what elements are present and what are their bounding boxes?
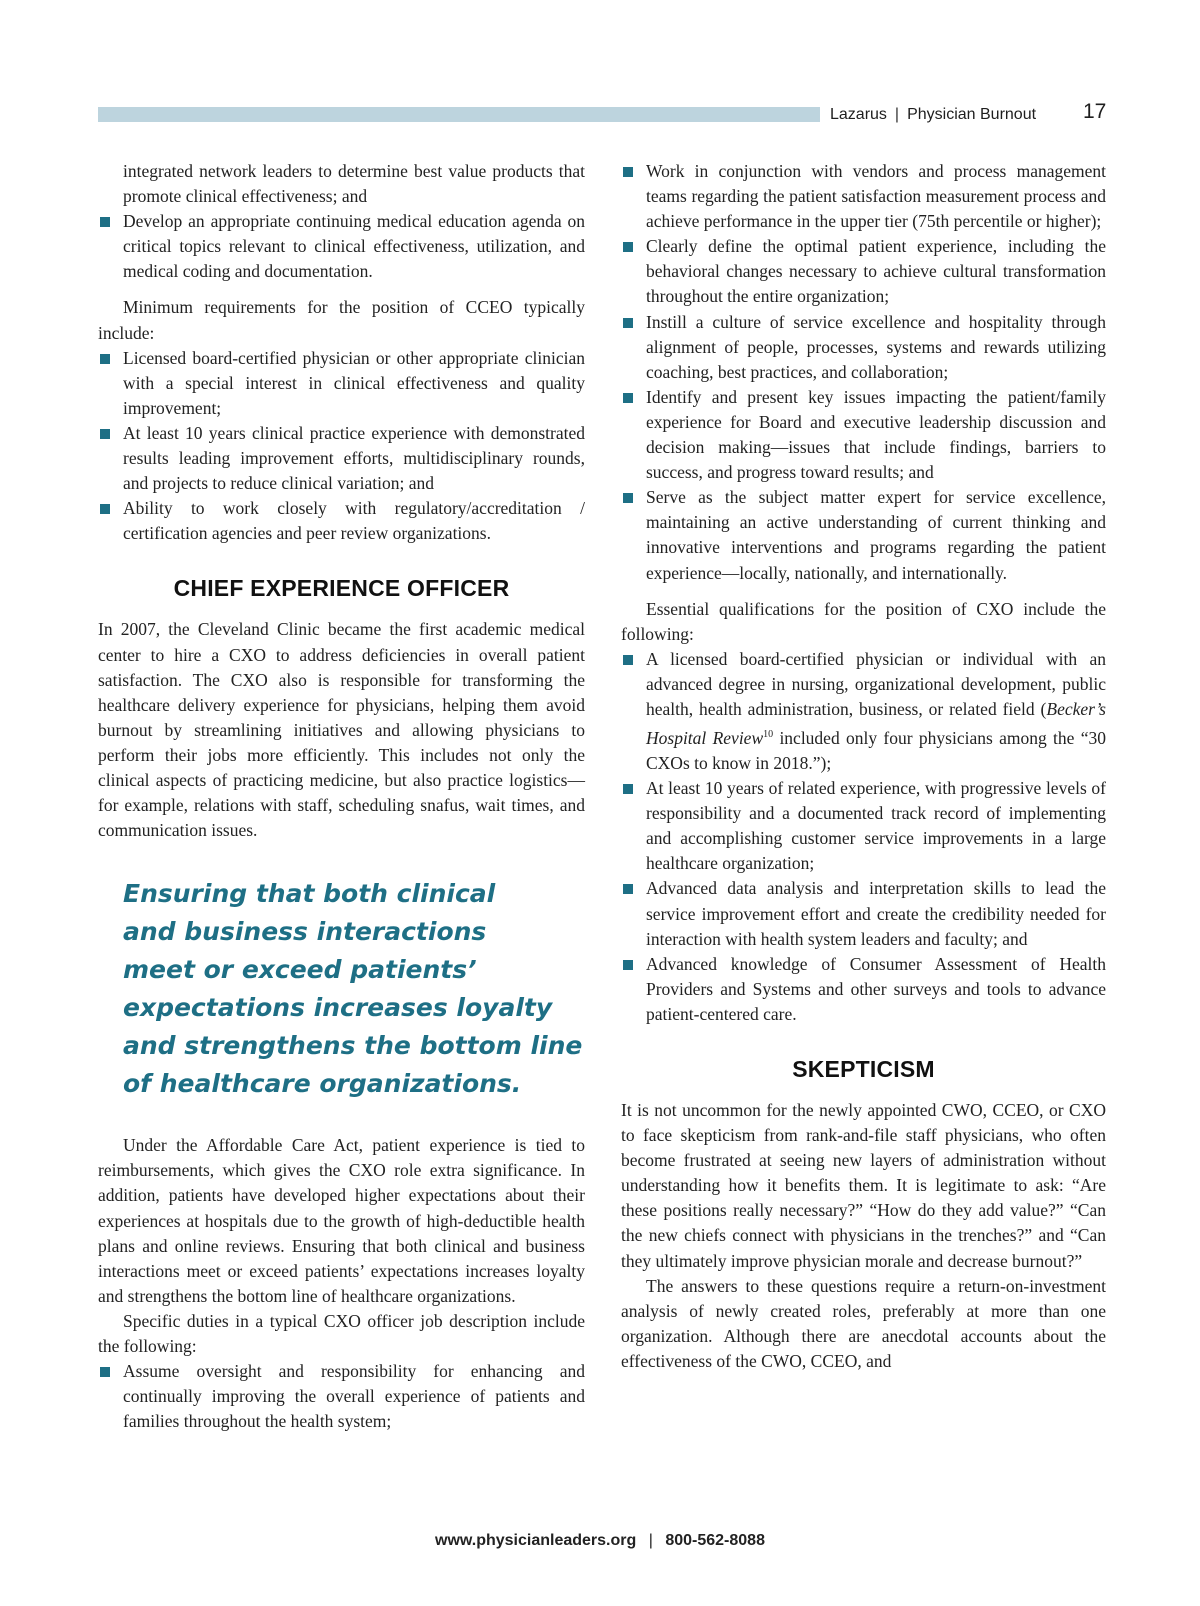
paragraph: In 2007, the Cleveland Clinic became the first academic medical center to hire a CXO to address deficiencies in overall patient satisfaction. The CXO also is responsible for transforming the healthcare delivery experience for physicians, helping them avoid burnout by streamlining initiatives and allowing physicians to perform their jobs more efficiently. This includes not only the clinical aspects of practicing medicine, but also practice logistics—for example, relations with staff, scheduling snafus, wait times, and communication issues.	[98, 619, 585, 841]
bullet-list	[98, 346, 585, 547]
paragraph: Under the Affordable Care Act, patient experience is tied to reimbursements, which gives the CXO role extra significance. In addition, patients have developed higher expectations about their experiences at hospitals due to the growth of high-deductible health plans and online reviews. Ensuring that both clinical and business interactions meet or exceed patients’ expectations increases loyalty and strengthens the bottom line of healthcare organizations.	[98, 1135, 585, 1306]
paragraph: The answers to these questions require a return-on-investment analysis of newly created roles, preferably at more than one organization. Although there are anecdotal accounts about the effectiveness of the CWO, CCEO, and	[621, 1275, 1106, 1371]
footer-website[interactable]: www.physicianleaders.org	[435, 1532, 637, 1549]
paragraph: Essential qualifications for the position of CXO include the following:	[621, 598, 1106, 644]
list-item: Develop an appropriate continuing medical education agenda on critical topics relevant to clinical effectiveness, utilization, and medical coding and documentation.	[98, 209, 585, 284]
right-column	[621, 159, 1106, 1374]
bullet-list	[621, 647, 1106, 1027]
footer-separator: |	[648, 1532, 653, 1549]
left-column	[98, 159, 585, 1434]
pull-quote-line: and strengthens the bottom line	[123, 1031, 583, 1061]
bullet-list	[621, 159, 1106, 586]
citation-title: Becker’s Hospital Review	[646, 698, 1106, 748]
running-header	[830, 103, 1036, 127]
list-item: Clearly define the optimal patient experience, including the behavioral changes necessary to achieve cultural transformation throughout the entire organization;	[621, 234, 1106, 309]
list-item: Advanced knowledge of Consumer Assessment of Health Providers and Systems and other surveys and tools to advance patient-centered care.	[621, 952, 1106, 1027]
list-item: At least 10 years clinical practice experience with demonstrated results leading improvement efforts, multidisciplinary rounds, and projects to reduce clinical variation; and	[98, 421, 585, 496]
footer-phone: 800-562-8088	[665, 1532, 765, 1549]
pull-quote-line: meet or exceed patients’	[123, 955, 477, 985]
bullet-list	[98, 1359, 585, 1434]
header-title: Physician Burnout	[907, 106, 1037, 123]
page-number: 17	[1083, 100, 1107, 123]
continued-bullet-text: integrated network leaders to determine best value products that promote clinical effectiveness; and	[123, 161, 585, 207]
pull-quote	[123, 875, 585, 1103]
list-item: Licensed board-certified physician or other appropriate clinician with a special interest in clinical effectiveness and quality improvement;	[98, 346, 585, 421]
pull-quote-line: Ensuring that both clinical	[123, 879, 496, 909]
section-heading: SKEPTICISM	[792, 1056, 935, 1083]
paragraph: Specific duties in a typical CXO officer job description include the following:	[98, 1310, 585, 1356]
header-author: Lazarus	[830, 106, 887, 123]
paragraph: Minimum requirements for the position of CCEO typically include:	[98, 297, 585, 343]
list-item: Identify and present key issues impacting the patient/family experience for Board and executive leadership discussion and decision making—issues that include findings, barriers to success, and progress toward results; and	[621, 385, 1106, 485]
list-item: Work in conjunction with vendors and process management teams regarding the patient satisfaction measurement process and achieve performance in the upper tier (75th percentile or higher);	[621, 159, 1106, 234]
pull-quote-line: of healthcare organizations.	[123, 1069, 522, 1099]
list-item: Assume oversight and responsibility for enhancing and continually improving the overall experience of patients and families throughout the health system;	[98, 1359, 585, 1434]
bullet-list	[98, 209, 585, 284]
header-separator: |	[894, 106, 900, 123]
footer	[0, 1532, 1200, 1550]
header-bar	[98, 107, 820, 122]
list-item: Serve as the subject matter expert for service excellence, maintaining an active understanding of current thinking and innovative interventions and programs regarding the patient experience—locally, nationally, and internationally.	[621, 485, 1106, 585]
pull-quote-line: and business interactions	[123, 917, 487, 947]
list-item	[621, 647, 1106, 776]
list-item: Advanced data analysis and interpretation skills to lead the service improvement effort and create the credibility needed for interaction with health system leaders and faculty; and	[621, 876, 1106, 951]
section-heading: CHIEF EXPERIENCE OFFICER	[173, 575, 510, 602]
list-item: At least 10 years of related experience, with progressive levels of responsibility and a documented track record of implementing and accomplishing customer service improvements in a large healthcare organization;	[621, 776, 1106, 876]
list-item: Ability to work closely with regulatory/accreditation / certification agencies and peer review organizations.	[98, 496, 585, 546]
list-item: Instill a culture of service excellence and hospitality through alignment of people, processes, systems and rewards utilizing coaching, best practices, and collaboration;	[621, 310, 1106, 385]
pull-quote-line: expectations increases loyalty	[123, 993, 553, 1023]
list-item-text: included only four physicians among the “30 CXOs to know in 2018.”);	[646, 727, 1106, 773]
footnote-reference: 10	[763, 729, 774, 741]
list-item-text: A licensed board-certified physician or individual with an advanced degree in nursing, organizational development, public health, health administration, business, or related field (	[646, 648, 1106, 719]
paragraph: It is not uncommon for the newly appointed CWO, CCEO, or CXO to face skepticism from rank-and-file staff physicians, who often become frustrated at seeing new layers of administration without understanding how it benefits them. It is legitimate to ask: “Are these positions really necessary?” “How do they add value?” “Can the new chiefs connect with physicians in the trenches?” and “Can they ultimately improve physician morale and decrease burnout?”	[621, 1100, 1106, 1271]
